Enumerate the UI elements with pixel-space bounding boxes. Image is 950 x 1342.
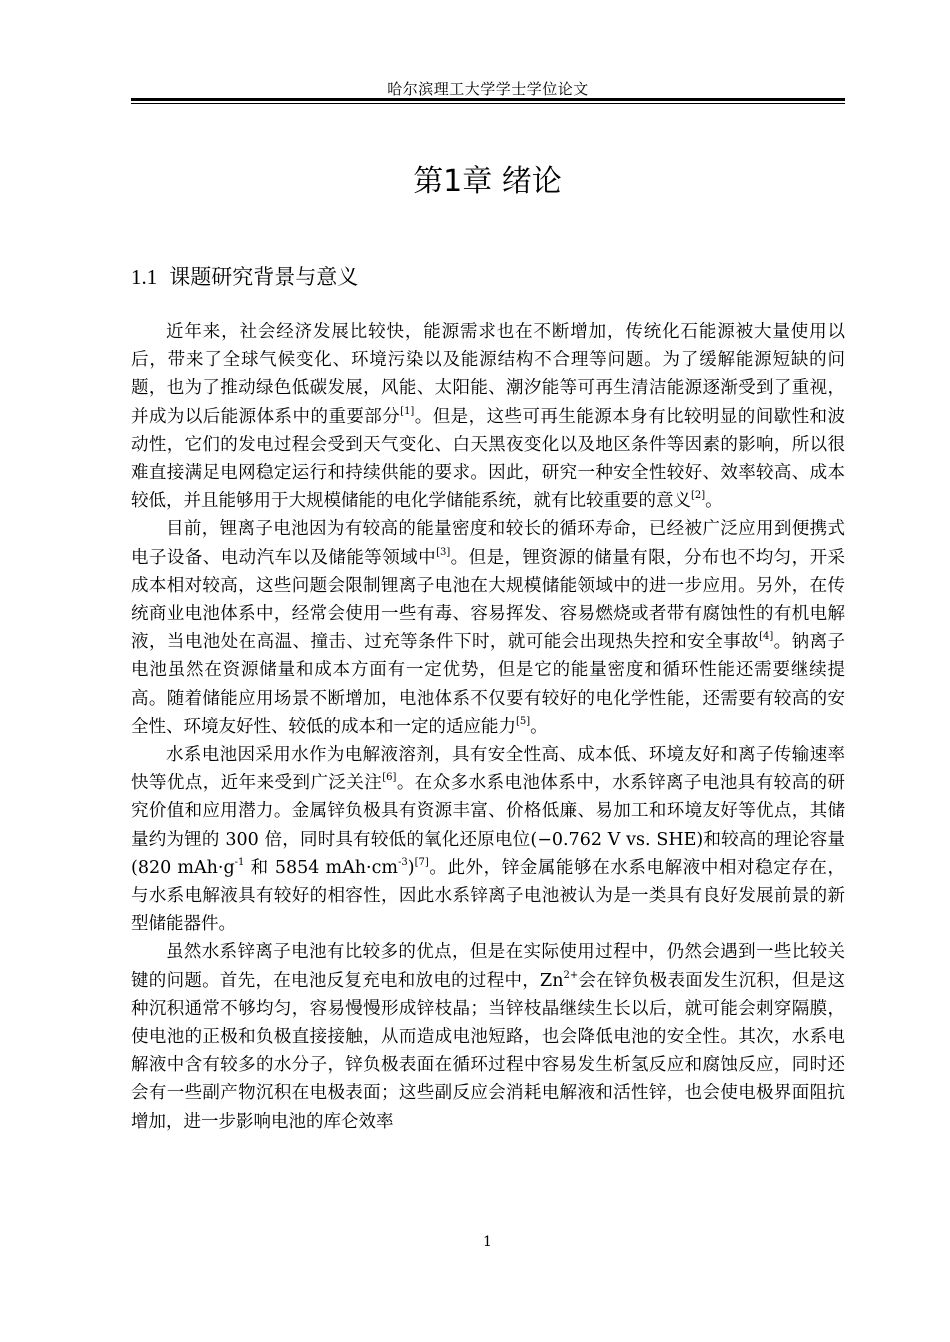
text-run: 和 5854 mAh·cm [244, 857, 398, 878]
text-run: 虽然水系锌离子电池有比较多的优点，但是在实际使用过程中，仍然会遇到一些比较关键的问题。首先，在电池反复充电和放电的过程中，Zn [131, 942, 845, 991]
text-run: 目前，锂离子电池因为有较高的能量密度和较长的循环寿命，已经被广泛应用到便携式电子设备、电动汽车以及储能等领域中 [131, 519, 845, 568]
text-run: 。在众多水系电池体系中，水系锌离子电池具有较高的研究价值和应用潜力。金属锌负极具有资源丰富、价格低廉、易加工和环境友好等优点，其储量约为锂的 300 倍，同时具有较低的氧化还原电位(−0.762 V vs. SHE)和较高的理论容量(820 mAh·g [131, 773, 846, 878]
superscript: [7] [414, 856, 429, 868]
text-run: 。钠离子电池虽然在资源储量和成本方面有一定优势，但是它的能量密度和循环性能还需要继续提高。随着储能应用场景不断增加，电池体系不仅要有较好的电化学性能，还需要有较高的安全性、环境友好性、较低的成本和一定的适应能力 [131, 632, 846, 737]
superscript: -3 [398, 856, 408, 868]
text-run: 。此外，锌金属能够在水系电解液中相对稳定存在，与水系电解液具有较好的相容性，因此水系锌离子电池被认为是一类具有良好发展前景的新型储能器件。 [131, 857, 846, 935]
body-text [131, 318, 845, 1136]
superscript: [4] [759, 631, 774, 643]
section-title: 课题研究背景与意义 [169, 265, 359, 289]
superscript: 2+ [563, 969, 579, 981]
text-run: 。但是，锂资源的储量有限，分布也不均匀，开采成本相对较高，这些问题会限制锂离子电池在大规模储能领域中的进一步应用。另外，在传统商业电池体系中，经常会使用一些有毒、容易挥发、容易燃烧或者带有腐蚀性的有机电解液，当电池处在高温、撞击、过充等条件下时，就可能会出现热失控和安全事故 [131, 547, 846, 653]
superscript: [6] [382, 772, 397, 784]
paragraph [131, 938, 845, 1135]
header-rule-thick [131, 98, 845, 101]
page-number: 1 [483, 1234, 492, 1250]
text-run: 。 [530, 716, 548, 737]
paragraph [131, 318, 845, 515]
text-run: 会在锌负极表面发生沉积，但是这种沉积通常不够均匀，容易慢慢形成锌枝晶；当锌枝晶继续生长以后，就可能会刺穿隔膜，使电池的正极和负极直接接触，从而造成电池短路，也会降低电池的安全性。其次，水系电解液中含有较多的水分子，锌负极表面在循环过程中容易发生析氢反应和腐蚀反应，同时还会有一些副产物沉积在电极表面；这些副反应会消耗电解液和活性锌，也会使电极界面阻抗增加，进一步影响电池的库仑效率 [131, 970, 846, 1132]
text-run: 。 [705, 491, 723, 512]
text-run: ) [407, 857, 415, 878]
header-rule-thin [131, 103, 845, 104]
superscript: [2] [691, 490, 706, 502]
superscript: [5] [516, 715, 531, 727]
paragraph [131, 515, 845, 741]
text-run: 近年来，社会经济发展比较快，能源需求也在不断增加，传统化石能源被大量使用以后，带来了全球气候变化、环境污染以及能源结构不合理等问题。为了缓解能源短缺的问题，也为了推动绿色低碳发展，风能、太阳能、潮汐能等可再生清洁能源逐渐受到了重视，并成为以后能源体系中的重要部分 [131, 322, 845, 427]
running-header: 哈尔滨理工大学学士学位论文 [387, 80, 589, 98]
text-run: 水系电池因采用水作为电解液溶剂，具有安全性高、成本低、环境友好和离子传输速率快等优点，近年来受到广泛关注 [131, 745, 845, 794]
section-number: 1.1 [131, 265, 158, 289]
section-heading [131, 261, 358, 291]
superscript: -1 [234, 856, 245, 868]
chapter-title: 第1章 绪论 [413, 164, 562, 199]
superscript: [3] [436, 546, 451, 558]
text-run: 。但是，这些可再生能源本身有比较明显的间歇性和波动性，它们的发电过程会受到天气变化、白天黑夜变化以及地区条件等因素的影响，所以很难直接满足电网稳定运行和持续供能的要求。因此，研究一种安全性较好、效率较高、成本较低，并且能够用于大规模储能的电化学储能系统，就有比较重要的意义 [131, 406, 846, 512]
paragraph [131, 741, 845, 938]
superscript: [1] [400, 405, 415, 417]
